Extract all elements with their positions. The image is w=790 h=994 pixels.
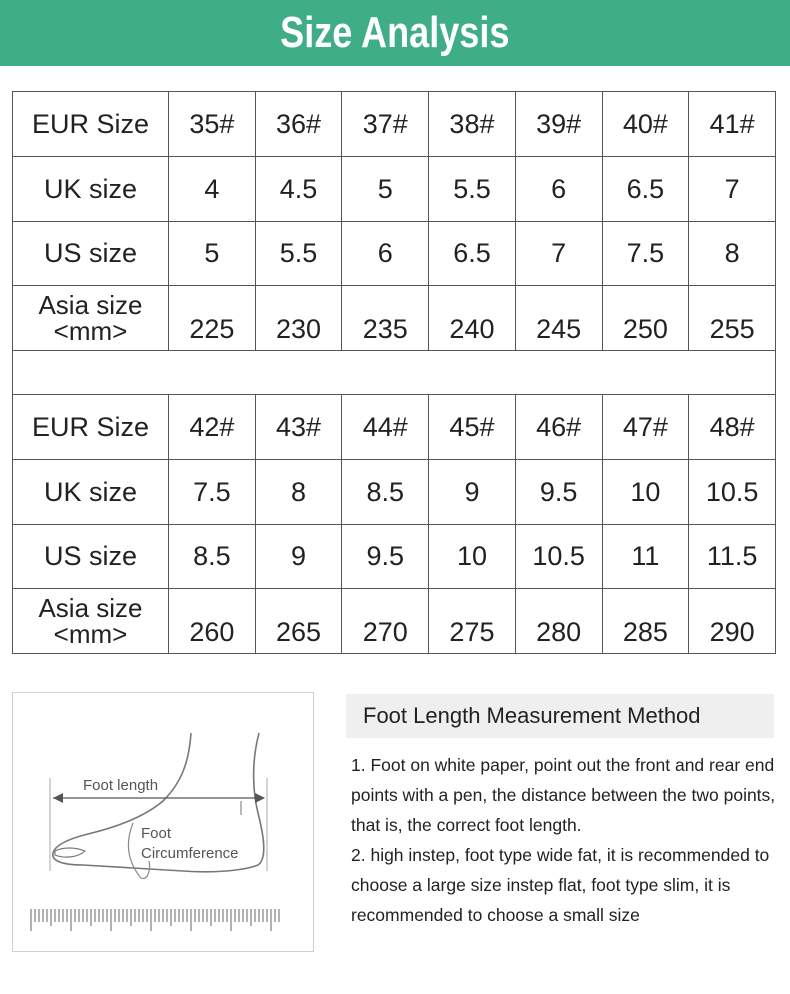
table-cell: 6 xyxy=(342,222,429,286)
table-cell: 5.5 xyxy=(255,222,342,286)
table-spacer xyxy=(12,350,776,394)
table-cell: 8 xyxy=(255,460,342,525)
table-cell: 11.5 xyxy=(689,525,776,589)
row-label-us: US size xyxy=(13,222,169,286)
table-cell: 36# xyxy=(255,92,342,157)
table-cell: 45# xyxy=(429,395,516,460)
table-cell: 7.5 xyxy=(169,460,256,525)
table-cell: 39# xyxy=(515,92,602,157)
arrow-head-left-icon xyxy=(53,793,63,803)
row-label-uk: UK size xyxy=(13,460,169,525)
asia-label-line1: Asia size xyxy=(38,593,143,623)
table-cell: 9.5 xyxy=(515,460,602,525)
table-cell: 35# xyxy=(169,92,256,157)
table-cell: 47# xyxy=(602,395,689,460)
table-cell: 290 xyxy=(689,589,776,654)
table-cell: 40# xyxy=(602,92,689,157)
method-title: Foot Length Measurement Method xyxy=(363,703,701,728)
table-cell: 6.5 xyxy=(429,222,516,286)
method-instructions xyxy=(351,750,787,930)
table-cell: 10 xyxy=(429,525,516,589)
circumference-label-line2: Circumference xyxy=(141,845,239,862)
ruler-icon xyxy=(31,909,279,931)
table-cell: 6 xyxy=(515,157,602,222)
table-cell: 6.5 xyxy=(602,157,689,222)
table-cell: 11 xyxy=(602,525,689,589)
method-header xyxy=(346,694,774,738)
table-cell: 4.5 xyxy=(255,157,342,222)
table-cell: 46# xyxy=(515,395,602,460)
table-cell: 43# xyxy=(255,395,342,460)
table-cell: 38# xyxy=(429,92,516,157)
table-cell: 275 xyxy=(429,589,516,654)
table-cell: 245 xyxy=(515,286,602,351)
table-cell: 4 xyxy=(169,157,256,222)
table-cell: 44# xyxy=(342,395,429,460)
row-label-us: US size xyxy=(13,525,169,589)
table-cell: 255 xyxy=(689,286,776,351)
table-row xyxy=(13,92,776,157)
row-label-asia xyxy=(13,589,169,654)
table-cell: 260 xyxy=(169,589,256,654)
table-row xyxy=(13,395,776,460)
title-banner xyxy=(0,0,790,66)
circumference-label-line1: Foot xyxy=(141,825,172,842)
table-cell: 240 xyxy=(429,286,516,351)
table-cell: 41# xyxy=(689,92,776,157)
foot-illustration xyxy=(13,693,313,951)
table-cell: 7.5 xyxy=(602,222,689,286)
table-cell: 37# xyxy=(342,92,429,157)
table-row xyxy=(13,589,776,654)
table-cell: 10 xyxy=(602,460,689,525)
toenail-shape xyxy=(55,848,85,857)
table-cell: 5 xyxy=(342,157,429,222)
table-row xyxy=(13,525,776,589)
table-cell: 250 xyxy=(602,286,689,351)
table-cell: 10.5 xyxy=(689,460,776,525)
table-cell: 8 xyxy=(689,222,776,286)
table-cell: 9 xyxy=(255,525,342,589)
table-cell: 10.5 xyxy=(515,525,602,589)
table-cell: 285 xyxy=(602,589,689,654)
table-cell: 280 xyxy=(515,589,602,654)
table-cell: 8.5 xyxy=(169,525,256,589)
table-row xyxy=(13,286,776,351)
row-label-asia xyxy=(13,286,169,351)
table-row xyxy=(13,222,776,286)
table-cell: 9.5 xyxy=(342,525,429,589)
table-cell: 7 xyxy=(689,157,776,222)
page-title: Size Analysis xyxy=(280,8,510,57)
asia-label-line2: <mm> xyxy=(53,316,128,346)
table-cell: 230 xyxy=(255,286,342,351)
method-point-2: 2. high instep, foot type wide fat, it is recommended to choose a large size instep flat, foot type slim, it is recommended to choose a small size xyxy=(351,845,770,925)
table-cell: 265 xyxy=(255,589,342,654)
table-cell: 225 xyxy=(169,286,256,351)
size-table-large xyxy=(12,394,776,654)
table-row xyxy=(13,157,776,222)
table-cell: 48# xyxy=(689,395,776,460)
table-cell: 7 xyxy=(515,222,602,286)
arrow-head-right-icon xyxy=(255,793,265,803)
table-cell: 235 xyxy=(342,286,429,351)
row-label-uk: UK size xyxy=(13,157,169,222)
foot-length-label: Foot length xyxy=(83,777,159,794)
table-row xyxy=(13,460,776,525)
table-cell: 270 xyxy=(342,589,429,654)
row-label-eur: EUR Size xyxy=(13,92,169,157)
row-label-eur: EUR Size xyxy=(13,395,169,460)
table-cell: 8.5 xyxy=(342,460,429,525)
table-cell: 42# xyxy=(169,395,256,460)
table-cell: 9 xyxy=(429,460,516,525)
asia-label-line1: Asia size xyxy=(38,290,143,320)
method-point-1: 1. Foot on white paper, point out the front and rear end points with a pen, the distance between the two points, that is, the correct foot length. xyxy=(351,755,776,835)
asia-label-line2: <mm> xyxy=(53,619,128,649)
foot-diagram xyxy=(12,692,314,952)
table-cell: 5 xyxy=(169,222,256,286)
table-cell: 5.5 xyxy=(429,157,516,222)
size-table-small xyxy=(12,91,776,351)
